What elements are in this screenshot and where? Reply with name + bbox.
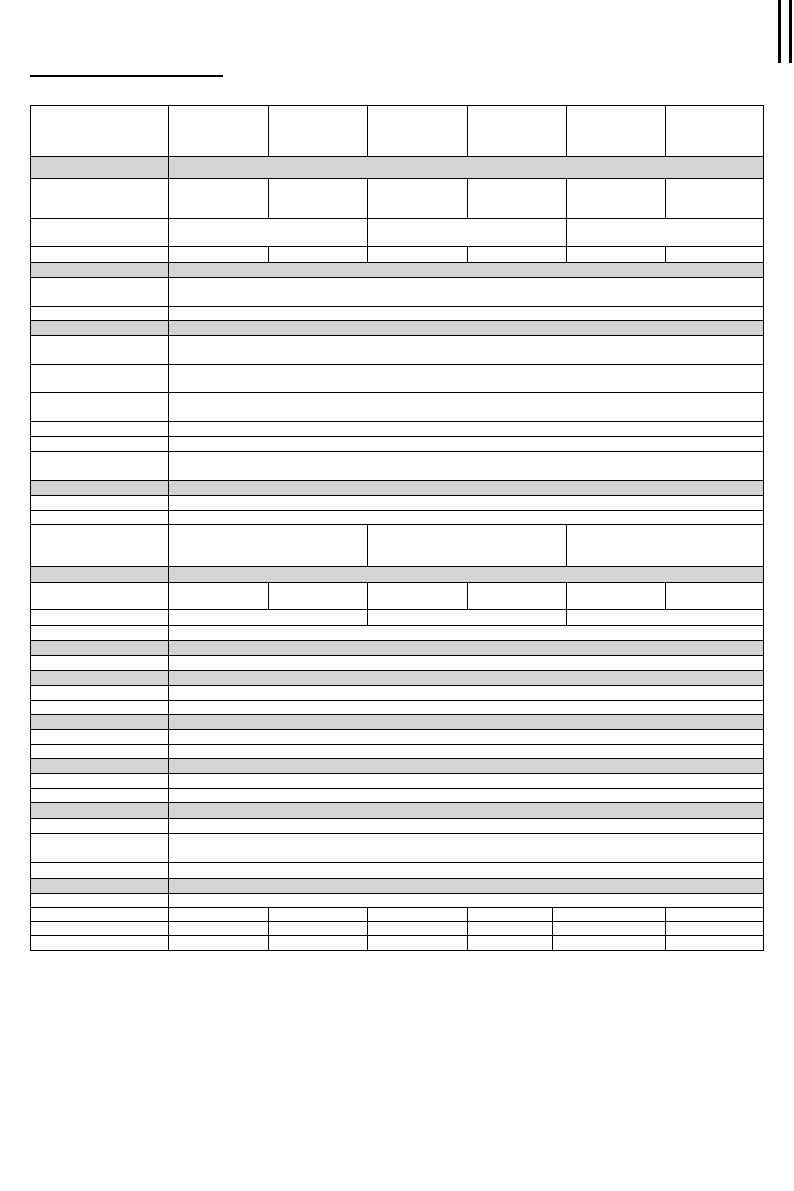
corner-mark-right — [789, 0, 792, 63]
specification-table — [30, 105, 764, 951]
table-border — [30, 105, 764, 951]
page-title-underline — [30, 75, 223, 77]
corner-mark-left — [778, 0, 781, 63]
